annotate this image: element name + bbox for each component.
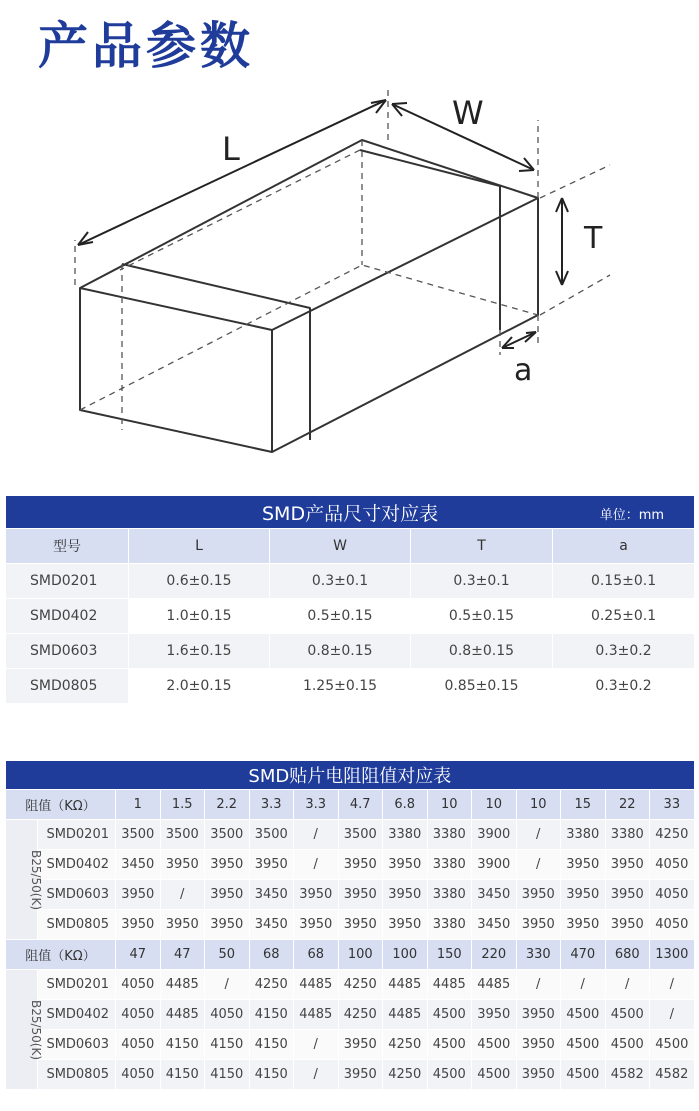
table-cell: 4500	[427, 1030, 472, 1060]
table-cell: 3950	[294, 910, 339, 940]
table-cell: 3950	[561, 880, 606, 910]
table-row	[6, 1030, 695, 1060]
table-row	[6, 910, 695, 940]
table-cell: 3380	[427, 880, 472, 910]
table-cell: 4485	[383, 1000, 428, 1030]
unit-label: 单位：mm	[599, 508, 665, 523]
table-cell: 3450	[472, 910, 517, 940]
page-title: 产品参数	[38, 17, 254, 75]
table-cell: 4485	[472, 970, 517, 1000]
table-cell: 4150	[249, 1000, 294, 1030]
table-cell: 0.5±0.15	[270, 599, 411, 634]
table-cell: 4500	[605, 1000, 650, 1030]
table-cell: 3950	[338, 880, 383, 910]
table-cell: 3950	[205, 880, 250, 910]
b-value-side-label: B25/50(K)	[6, 970, 38, 1090]
table-cell: 3950	[338, 1060, 383, 1090]
header-model: 型号	[6, 529, 129, 564]
table-cell: 3450	[249, 910, 294, 940]
table-cell: 4485	[160, 1000, 205, 1030]
model-cell: SMD0402	[38, 850, 116, 880]
table-cell: 3950	[160, 910, 205, 940]
resistance-value-header: 1300	[650, 940, 695, 970]
resistance-value-header: 330	[516, 940, 561, 970]
table-cell: /	[160, 880, 205, 910]
dimension-label-L: L	[222, 130, 240, 168]
size-table	[5, 495, 695, 704]
table-cell: 4500	[561, 1060, 606, 1090]
table-cell: 3950	[294, 880, 339, 910]
resistance-value-header: 47	[116, 940, 161, 970]
table-cell: 0.8±0.15	[270, 634, 411, 669]
table-cell: 3950	[516, 1000, 561, 1030]
resistance-value-header: 3.3	[249, 790, 294, 820]
table-cell: 3900	[472, 820, 517, 850]
table-cell: 3950	[516, 880, 561, 910]
resistance-value-header: 10	[472, 790, 517, 820]
table-cell: /	[294, 850, 339, 880]
resistance-value-header: 47	[160, 940, 205, 970]
table-cell: 3950	[516, 910, 561, 940]
table-cell: 0.3±0.2	[553, 669, 695, 704]
table-cell: 0.3±0.2	[553, 634, 695, 669]
table-cell: 3500	[338, 820, 383, 850]
table-cell: 3380	[383, 820, 428, 850]
header-L: L	[129, 529, 270, 564]
resistance-value-header: 68	[294, 940, 339, 970]
table-cell: 4485	[294, 1000, 339, 1030]
resistance-value-header: 100	[383, 940, 428, 970]
table-cell: /	[294, 1030, 339, 1060]
table-cell: 3950	[249, 850, 294, 880]
table-cell: 4150	[249, 1060, 294, 1090]
table-cell: /	[561, 970, 606, 1000]
table-cell: 3950	[561, 910, 606, 940]
table-cell: 3950	[383, 910, 428, 940]
table-cell: 3950	[383, 850, 428, 880]
resistance-value-header: 4.7	[338, 790, 383, 820]
size-table-title: SMD产品尺寸对应表	[261, 502, 439, 525]
table-cell: 3950	[472, 1000, 517, 1030]
resistance-value-header: 150	[427, 940, 472, 970]
table-cell: /	[516, 820, 561, 850]
table-cell: 0.15±0.1	[553, 564, 695, 599]
table-cell: 3950	[338, 850, 383, 880]
model-cell: SMD0201	[38, 820, 116, 850]
table-cell: 0.85±0.15	[411, 669, 553, 704]
table-cell: 3500	[160, 820, 205, 850]
model-cell: SMD0603	[6, 634, 129, 669]
resistance-value-header: 1.5	[160, 790, 205, 820]
table-cell: 4050	[116, 1030, 161, 1060]
table-row	[6, 669, 695, 704]
table-cell: /	[294, 1060, 339, 1090]
table-cell: 0.3±0.1	[270, 564, 411, 599]
header-a: a	[553, 529, 695, 564]
table-cell: 3950	[605, 880, 650, 910]
table-cell: 3950	[116, 880, 161, 910]
dimension-label-W: W	[452, 94, 484, 132]
table-cell: 0.5±0.15	[411, 599, 553, 634]
table-cell: /	[650, 1000, 695, 1030]
table-cell: /	[516, 850, 561, 880]
component-dimension-diagram	[40, 80, 670, 480]
table-cell: 3380	[561, 820, 606, 850]
table-cell: 4250	[249, 970, 294, 1000]
table-row	[6, 880, 695, 910]
table-cell: 3950	[160, 850, 205, 880]
table-cell: 4250	[383, 1030, 428, 1060]
table-cell: /	[650, 970, 695, 1000]
resistance-value-header: 1	[116, 790, 161, 820]
resistance-value-header: 50	[205, 940, 250, 970]
table-row	[6, 1060, 695, 1090]
table-cell: /	[516, 970, 561, 1000]
table-cell: 4485	[383, 970, 428, 1000]
resistance-value-header: 6.8	[383, 790, 428, 820]
resistance-value-header: 10	[516, 790, 561, 820]
table-cell: 4485	[160, 970, 205, 1000]
table-cell: 3450	[472, 880, 517, 910]
resistance-value-header: 2.2	[205, 790, 250, 820]
table-cell: 4500	[650, 1030, 695, 1060]
table-cell: 0.3±0.1	[411, 564, 553, 599]
table-cell: 4500	[472, 1030, 517, 1060]
table-cell: 4050	[116, 1000, 161, 1030]
table-row	[6, 599, 695, 634]
table-cell: 3950	[516, 1060, 561, 1090]
table-cell: 4050	[650, 880, 695, 910]
table-cell: 4050	[116, 970, 161, 1000]
table-cell: 3380	[605, 820, 650, 850]
table-row	[6, 564, 695, 599]
table-cell: 1.0±0.15	[129, 599, 270, 634]
table-cell: 4500	[427, 1060, 472, 1090]
table-cell: 1.25±0.15	[270, 669, 411, 704]
model-cell: SMD0805	[38, 910, 116, 940]
table-cell: 3950	[338, 910, 383, 940]
resistance-value-header: 220	[472, 940, 517, 970]
resistance-value-header: 3.3	[294, 790, 339, 820]
model-cell: SMD0603	[38, 1030, 116, 1060]
table-cell: 4500	[472, 1060, 517, 1090]
table-cell: 3950	[205, 850, 250, 880]
table-row	[6, 970, 695, 1000]
table-cell: 4582	[650, 1060, 695, 1090]
resistance-value-header: 680	[605, 940, 650, 970]
table-cell: 4050	[650, 910, 695, 940]
resistance-table-caption: SMD贴片电阻阻值对应表	[6, 761, 695, 790]
header-W: W	[270, 529, 411, 564]
table-cell: 4150	[205, 1030, 250, 1060]
resistance-label: 阻值（KΩ）	[6, 940, 116, 970]
table-cell: 3450	[249, 880, 294, 910]
table-cell: 0.6±0.15	[129, 564, 270, 599]
b-value-side-label: B25/50(K)	[6, 820, 38, 940]
table-cell: 3950	[116, 910, 161, 940]
model-cell: SMD0402	[38, 1000, 116, 1030]
table-cell: 3950	[605, 910, 650, 940]
table-cell: 0.25±0.1	[553, 599, 695, 634]
header-T: T	[411, 529, 553, 564]
model-cell: SMD0402	[6, 599, 129, 634]
table-row	[6, 820, 695, 850]
resistance-value-header: 470	[561, 940, 606, 970]
table-cell: 4485	[294, 970, 339, 1000]
table-cell: 4250	[338, 970, 383, 1000]
table-cell: 4150	[205, 1060, 250, 1090]
table-cell: 2.0±0.15	[129, 669, 270, 704]
table-cell: 0.8±0.15	[411, 634, 553, 669]
table-cell: 3380	[427, 850, 472, 880]
table-cell: 3500	[116, 820, 161, 850]
resistance-value-header: 100	[338, 940, 383, 970]
table-cell: /	[605, 970, 650, 1000]
table-cell: 4250	[338, 1000, 383, 1030]
table-row	[6, 634, 695, 669]
table-row	[6, 1000, 695, 1030]
model-cell: SMD0201	[6, 564, 129, 599]
size-table-header	[6, 529, 695, 564]
table-cell: 3950	[205, 910, 250, 940]
table-cell: 3950	[561, 850, 606, 880]
resistance-header-row	[6, 790, 695, 820]
table-cell: 4050	[205, 1000, 250, 1030]
table-cell: 3950	[338, 1030, 383, 1060]
resistance-header-row	[6, 940, 695, 970]
table-cell: 3500	[205, 820, 250, 850]
resistance-value-header: 33	[650, 790, 695, 820]
table-cell: 4050	[116, 1060, 161, 1090]
table-cell: 1.6±0.15	[129, 634, 270, 669]
table-cell: 4250	[650, 820, 695, 850]
resistance-label: 阻值（KΩ）	[6, 790, 116, 820]
model-cell: SMD0201	[38, 970, 116, 1000]
table-cell: 4500	[561, 1000, 606, 1030]
table-cell: 4500	[605, 1030, 650, 1060]
resistance-value-header: 15	[561, 790, 606, 820]
dimension-label-a: a	[514, 353, 533, 388]
table-cell: 4250	[383, 1060, 428, 1090]
table-cell: /	[205, 970, 250, 1000]
table-cell: 3950	[383, 880, 428, 910]
table-cell: 3380	[427, 910, 472, 940]
model-cell: SMD0805	[38, 1060, 116, 1090]
table-row	[6, 850, 695, 880]
size-table-caption	[6, 496, 695, 529]
resistance-table	[5, 760, 695, 1090]
table-cell: 4150	[249, 1030, 294, 1060]
table-cell: 4582	[605, 1060, 650, 1090]
table-cell: /	[294, 820, 339, 850]
table-cell: 3500	[249, 820, 294, 850]
table-cell: 4150	[160, 1030, 205, 1060]
resistance-value-header: 68	[249, 940, 294, 970]
table-cell: 4150	[160, 1060, 205, 1090]
dimension-label-T: T	[584, 221, 603, 256]
table-cell: 3450	[116, 850, 161, 880]
table-cell: 3380	[427, 820, 472, 850]
table-cell: 3950	[516, 1030, 561, 1060]
table-cell: 4500	[427, 1000, 472, 1030]
resistance-value-header: 10	[427, 790, 472, 820]
model-cell: SMD0603	[38, 880, 116, 910]
table-cell: 4485	[427, 970, 472, 1000]
table-cell: 4500	[561, 1030, 606, 1060]
table-cell: 4050	[650, 850, 695, 880]
table-cell: 3950	[605, 850, 650, 880]
model-cell: SMD0805	[6, 669, 129, 704]
table-cell: 3900	[472, 850, 517, 880]
resistance-value-header: 22	[605, 790, 650, 820]
